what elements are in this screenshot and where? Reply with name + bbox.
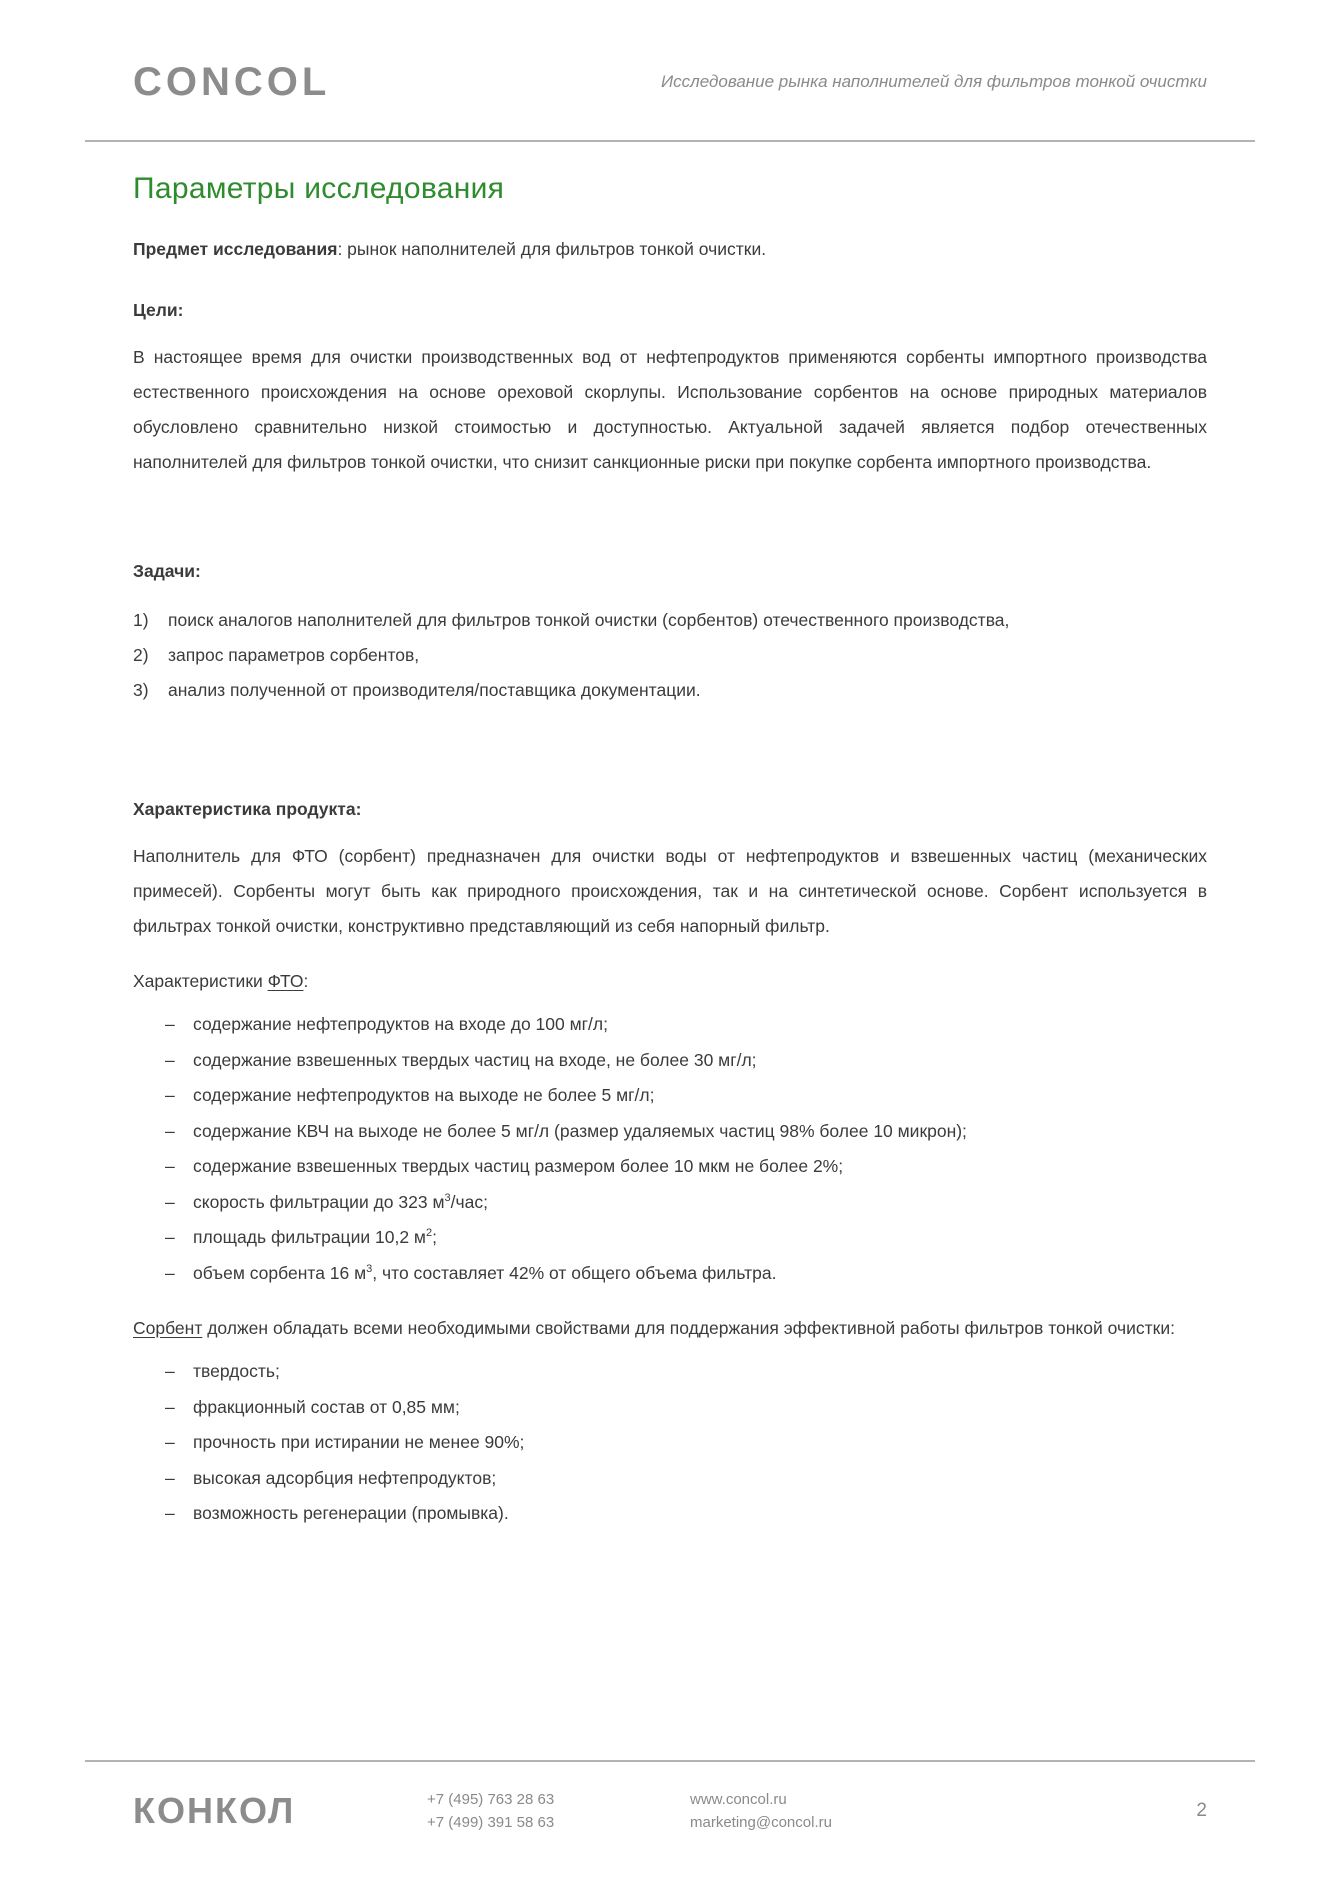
page-title: Параметры исследования [133, 172, 505, 205]
fto-intro: Характеристики ФТО: [133, 971, 309, 991]
dash-bullet: – [165, 1262, 175, 1283]
email-address: marketing@concol.ru [690, 1814, 832, 1831]
document-subtitle: Исследование рынка наполнителей для фильтров тонкой очистки [660, 72, 1207, 91]
list-item: – скорость фильтрации до 323 $м^3$/час; [133, 1185, 1207, 1221]
list-item: – площадь фильтрации 10,2 $м^2$; [133, 1220, 1207, 1256]
phone-number: +7 (495) 763 28 63 [427, 1791, 555, 1808]
dash-bullet: – [165, 1432, 175, 1452]
list-item: – содержание нефтепродуктов на выходе не более 5 мг/л; [133, 1078, 1207, 1114]
research-subject [133, 232, 1207, 267]
dash-bullet: – [165, 1049, 175, 1070]
list-item: 1) поиск аналогов наполнителей для фильтров тонкой очистки (сорбентов) отечественного производства, [133, 603, 1207, 638]
sorbent-term: Сорбент [133, 1318, 203, 1338]
dash-bullet: – [165, 1396, 175, 1417]
header-divider [85, 140, 1255, 142]
list-item: – содержание КВЧ на выходе не более 5 мг/л (размер удаляемых частиц 98% более 10 микрон); [133, 1114, 1207, 1150]
dash-bullet: – [165, 1014, 175, 1034]
list-item: – содержание взвешенных твердых частиц на входе, не более 30 мг/л; [133, 1043, 1207, 1079]
konkol-logo: КОНКОЛ [133, 1790, 296, 1831]
fto-characteristics-list [133, 1007, 1207, 1291]
dash-bullet: – [165, 1467, 175, 1488]
list-item: – возможность регенерации (промывка). [133, 1496, 1207, 1532]
dash-bullet: – [165, 1085, 175, 1105]
dash-bullet: – [165, 1503, 175, 1523]
list-number: 2) [133, 645, 149, 665]
page-footer [0, 1760, 1340, 1834]
superscript: 3 [444, 1191, 451, 1204]
list-number: 3) [133, 680, 149, 700]
product-paragraph: Наполнитель для ФТО (сорбент) предназначен для очистки воды от нефтепродуктов и взвешенных частиц (механических примесей). Сорбенты могут быть как природного происхождения, так и на синтетической основе. Сорбент используется в фильтрах тонкой очистки, конструктивно представляющий из себя напорный фильтр. [133, 846, 1207, 936]
tasks-list [133, 603, 1207, 708]
footer-contacts [690, 1788, 1196, 1834]
list-item: – объем сорбента 16 $м^3$, что составляет 42% от общего объема фильтра. [133, 1256, 1207, 1292]
list-number: 1) [133, 610, 149, 630]
page-header [0, 0, 1340, 142]
superscript: 3 [366, 1262, 373, 1275]
website-url: www.concol.ru [690, 1791, 787, 1808]
document-body [0, 172, 1340, 1532]
dash-bullet: – [165, 1191, 175, 1212]
sorbent-paragraph: Сорбент должен обладать всеми необходимыми свойствами для поддержания эффективной работы фильтров тонкой очистки: [133, 1318, 1175, 1338]
dash-bullet: – [165, 1120, 175, 1141]
list-item: – фракционный состав от 0,85 мм; [133, 1390, 1207, 1426]
page-number: 2 [1196, 1800, 1207, 1821]
product-heading: Характеристика продукта: [133, 799, 362, 819]
footer-phones [427, 1788, 690, 1834]
list-item: – высокая адсорбция нефтепродуктов; [133, 1461, 1207, 1497]
list-item: – прочность при истирании не менее 90%; [133, 1425, 1207, 1461]
list-item: – содержание взвешенных твердых частиц размером более 10 мкм не более 2%; [133, 1149, 1207, 1185]
concol-logo: CONCOL [133, 60, 331, 104]
superscript: 2 [425, 1227, 433, 1239]
goals-heading: Цели: [133, 300, 184, 320]
list-item: 2) запрос параметров сорбентов, [133, 638, 1207, 673]
dash-bullet: – [165, 1156, 175, 1176]
tasks-heading: Задачи: [133, 561, 201, 581]
list-item: – твердость; [133, 1354, 1207, 1390]
subject-label: Предмет исследования [133, 239, 338, 259]
dash-bullet: – [165, 1227, 175, 1247]
list-item: – содержание нефтепродуктов на входе до 100 мг/л; [133, 1007, 1207, 1043]
phone-number: +7 (499) 391 58 63 [427, 1814, 555, 1831]
sorbent-properties-list [133, 1354, 1207, 1532]
subject-text: : рынок наполнителей для фильтров тонкой очистки. [337, 239, 767, 259]
dash-bullet: – [165, 1361, 175, 1381]
goals-paragraph: В настоящее время для очистки производственных вод от нефтепродуктов применяются сорбенты импортного производства естественного происхождения на основе ореховой скорлупы. Использование сорбентов на основе природных материалов обусловлено сравнительно низкой стоимостью и доступностью. Актуальной задачей является подбор отечественных наполнителей для фильтров тонкой очистки, что снизит санкционные риски при покупке сорбента импортного производства. [133, 347, 1207, 472]
list-item: 3) анализ полученной от производителя/поставщика документации. [133, 673, 1207, 708]
fto-abbr: ФТО [267, 971, 304, 991]
